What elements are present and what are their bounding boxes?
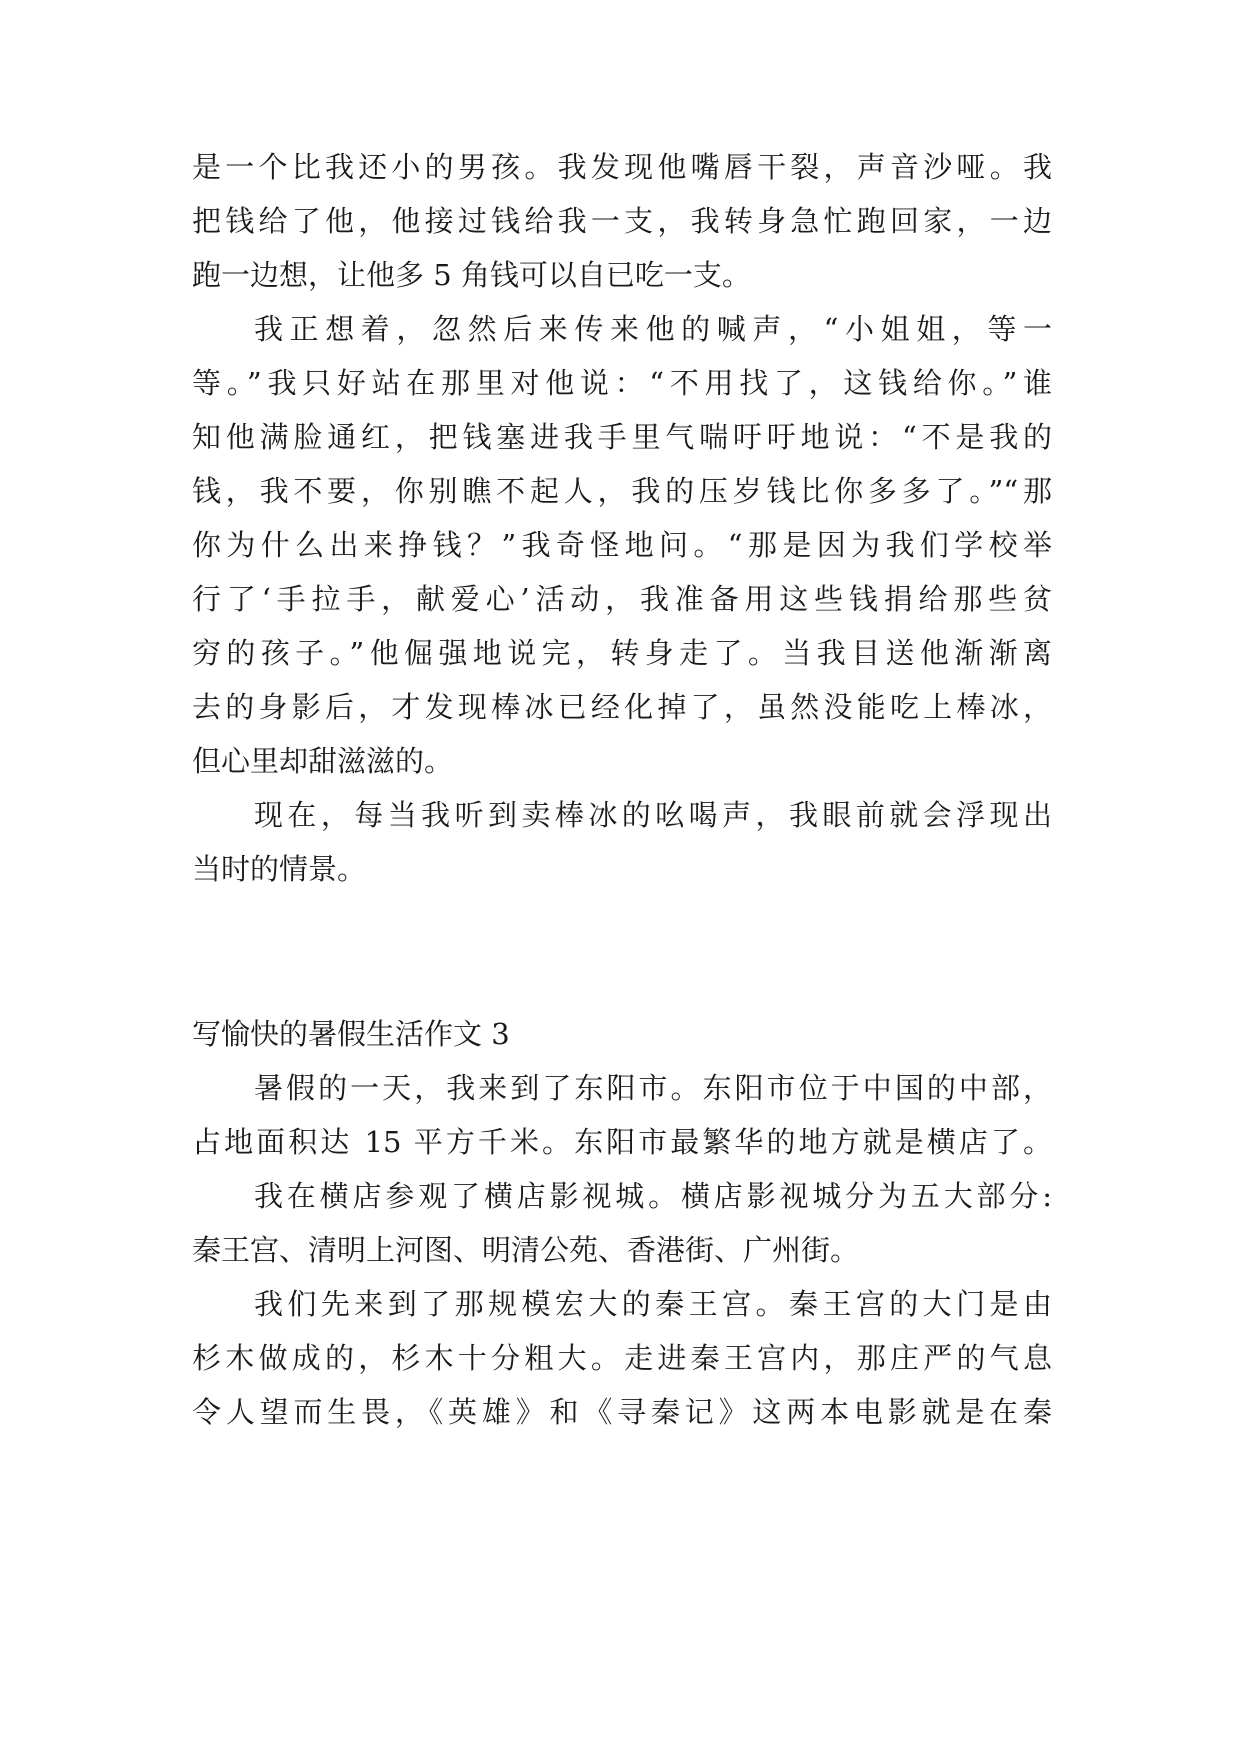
text-line: 秦王宫、清明上河图、明清公苑、香港街、广州街。 xyxy=(192,1233,860,1267)
text-line: 知他满脸通红，把钱塞进我手里气喘吁吁地说：“不是我的 xyxy=(192,420,1052,454)
text-line: 跑一边想，让他多 5 角钱可以自已吃一支。 xyxy=(192,258,751,292)
text-line: 钱，我不要，你别瞧不起人，我的压岁钱比你多多了。”“那 xyxy=(192,474,1052,508)
text-line: 是一个比我还小的男孩。我发现他嘴唇干裂，声音沙哑。我 xyxy=(192,150,1052,184)
text-line: 把钱给了他，他接过钱给我一支，我转身急忙跑回家，一边 xyxy=(192,204,1052,238)
text-line: 你为什么出来挣钱？”我奇怪地问。“那是因为我们学校举 xyxy=(192,528,1052,562)
text-line: 等。”我只好站在那里对他说：“不用找了，这钱给你。”谁 xyxy=(192,366,1052,400)
text-line: 当时的情景。 xyxy=(192,852,367,886)
text-line: 穷的孩子。”他倔强地说完，转身走了。当我目送他渐渐离 xyxy=(192,636,1052,670)
text-line: 但心里却甜滋滋的。 xyxy=(192,744,454,778)
text-line: 行了‘手拉手，献爱心’活动，我准备用这些钱捐给那些贫 xyxy=(192,582,1052,616)
text-line: 暑假的一天，我来到了东阳市。东阳市位于中国的中部， xyxy=(254,1071,1052,1105)
text-line: 令人望而生畏，《英雄》和《寻秦记》这两本电影就是在秦 xyxy=(192,1395,1052,1429)
text-line: 我们先来到了那规模宏大的秦王宫。秦王宫的大门是由 xyxy=(254,1287,1052,1321)
text-line: 占地面积达 15 平方千米。东阳市最繁华的地方就是横店了。 xyxy=(192,1125,1052,1159)
text-line: 去的身影后，才发现棒冰已经化掉了，虽然没能吃上棒冰， xyxy=(192,690,1052,724)
text-line: 我在横店参观了横店影视城。横店影视城分为五大部分: xyxy=(254,1179,1052,1213)
text-line: 现在，每当我听到卖棒冰的吆喝声，我眼前就会浮现出 xyxy=(254,798,1052,832)
section-heading: 写愉快的暑假生活作文 3 xyxy=(192,1017,510,1051)
text-line: 杉木做成的，杉木十分粗大。走进秦王宫内，那庄严的气息 xyxy=(192,1341,1052,1375)
text-line: 我正想着，忽然后来传来他的喊声，“小姐姐，等一 xyxy=(254,312,1052,346)
